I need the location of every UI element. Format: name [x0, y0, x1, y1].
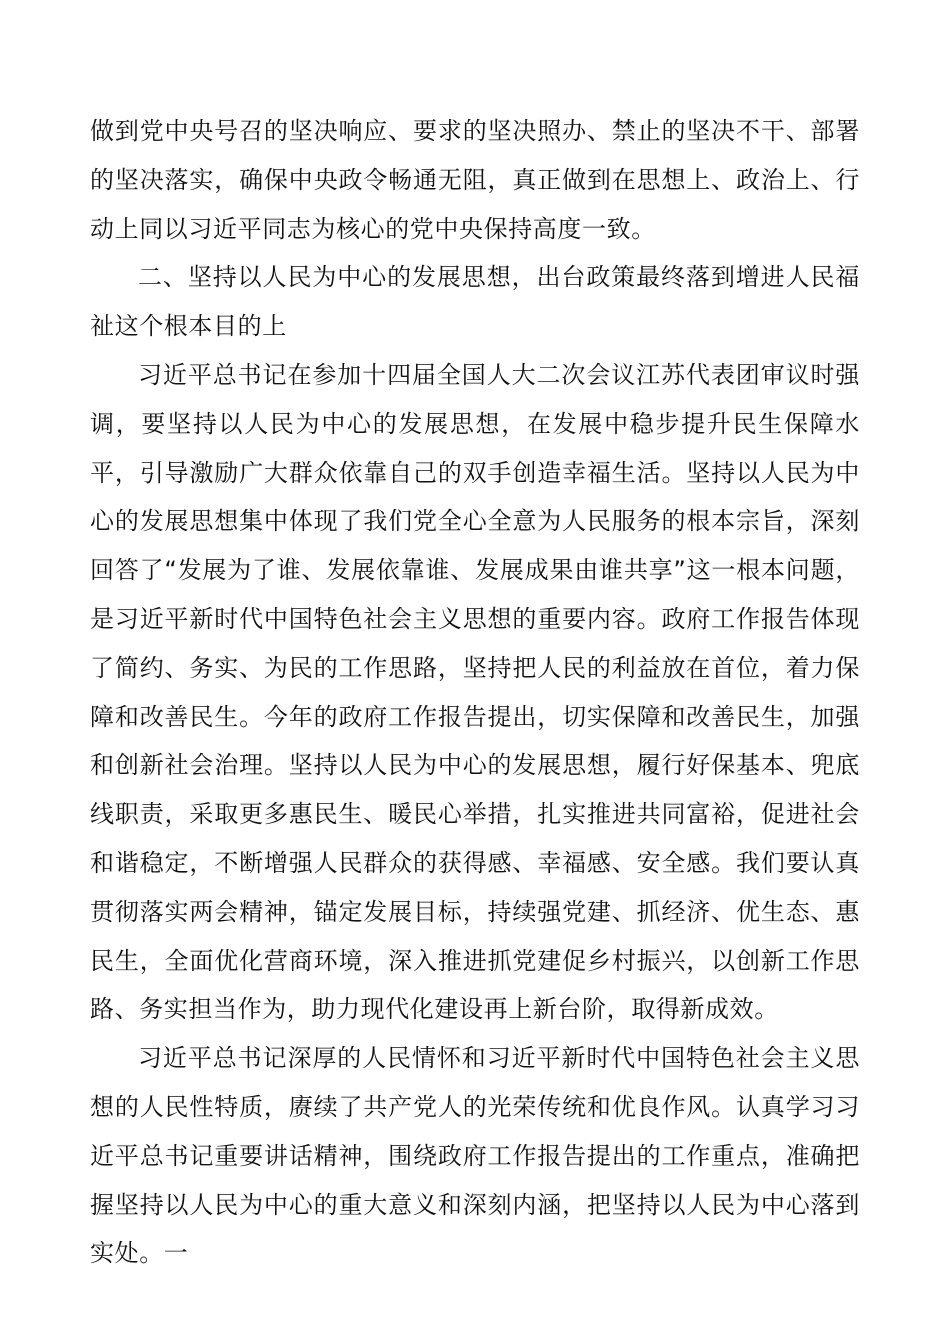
paragraph-body: 习近平总书记在参加十四届全国人大二次会议江苏代表团审议时强调，要坚持以人民为中心的发展思想，在发展中稳步提升民生保障水平，引导激励广大群众依靠自己的双手创造幸福生活。坚持以人民为中心的发展思想集中体现了我们党全心全意为人民服务的根本宗旨，深刻回答了“发展为了谁、发展依靠谁、发展成果由谁共享”这一根本问题，是习近平新时代中国特色社会主义思想的重要内容。政府工作报告体现了简约、务实、为民的工作思路，坚持把人民的利益放在首位，着力保障和改善民生。今年的政府工作报告提出，切实保障和改善民生，加强和创新社会治理。坚持以人民为中心的发展思想，履行好保基本、兜底线职责，采取更多惠民生、暖民心举措，扎实推进共同富裕，促进社会和谐稳定，不断增强人民群众的获得感、幸福感、安全感。我们要认真贯彻落实两会精神，锚定发展目标，持续强党建、抓经济、优生态、惠民生，全面优化营商环境，深入推进抓党建促乡村振兴，以创新工作思路、务实担当作为，助力现代化建设再上新台阶，取得新成效。	[90, 360, 860, 1024]
section-heading: 二、坚持以人民为中心的发展思想，出台政策最终落到增进人民福祉这个根本目的上	[90, 263, 860, 341]
paragraph-continuation: 做到党中央号召的坚决响应、要求的坚决照办、禁止的坚决不干、部署的坚决落实，确保中央政令畅通无阻，真正做到在思想上、政治上、行动上同以习近平同志为核心的党中央保持高度一致。	[90, 117, 860, 243]
paragraph-body: 习近平总书记深厚的人民情怀和习近平新时代中国特色社会主义思想的人民性特质，赓续了共产党人的光荣传统和优良作风。认真学习习近平总书记重要讲话精神，围绕政府工作报告提出的工作重点，准确把握坚持以人民为中心的重大意义和深刻内涵，把坚持以人民为中心落到实处。一	[90, 1044, 860, 1268]
